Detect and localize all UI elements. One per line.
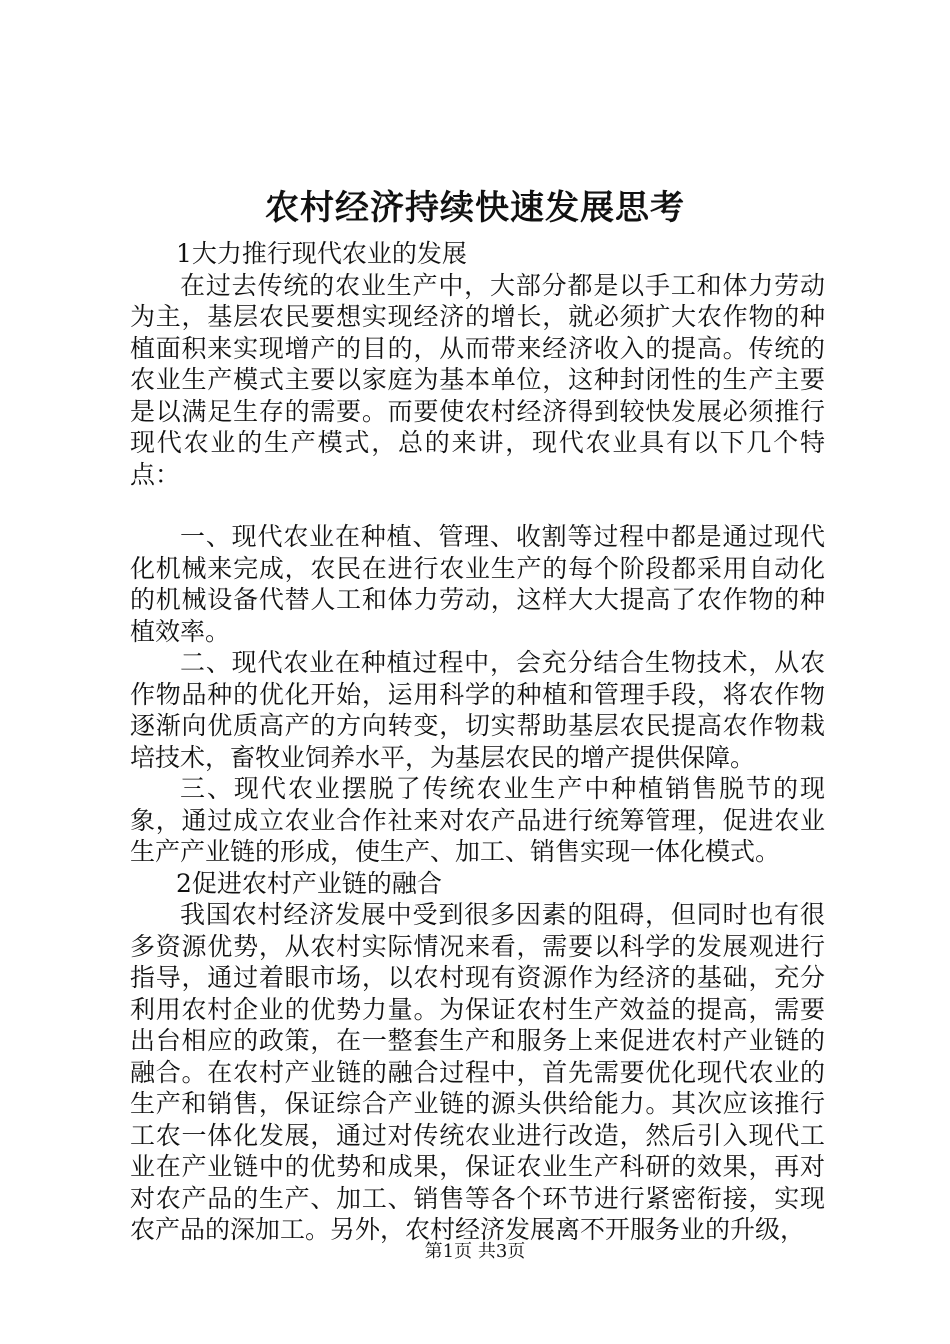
body-paragraph: 一、现代农业在种植、管理、收割等过程中都是通过现代化机械来完成，农民在进行农业生产的每个阶段都采用自动化的机械设备代替人工和体力劳动，这样大大提高了农作物的种植效率。 xyxy=(130,522,825,646)
document-title: 农村经济持续快速发展思考 xyxy=(265,188,685,228)
body-paragraph: 三、现代农业摆脱了传统农业生产中种植销售脱节的现象，通过成立农业合作社来对农产品进行统筹管理，促进农业生产产业链的形成，使生产、加工、销售实现一体化模式。 xyxy=(130,774,825,866)
page-number-footer: 第1页 共3页 xyxy=(424,1241,526,1262)
section-heading: 1大力推行现代农业的发展 xyxy=(176,239,467,268)
section-heading: 2促进农村产业链的融合 xyxy=(176,868,442,898)
body-paragraph: 在过去传统的农业生产中，大部分都是以手工和体力劳动为主，基层农民要想实现经济的增长，就必须扩大农作物的种植面积来实现增产的目的，从而带来经济收入的提高。传统的农业生产模式主要以家庭为基本单位，这种封闭性的生产主要是以满足生存的需要。而要使农村经济得到较快发展必须推行现代农业的生产模式，总的来讲，现代农业具有以下几个特点： xyxy=(130,270,825,489)
document-body xyxy=(130,238,825,1246)
body-paragraph: 我国农村经济发展中受到很多因素的阻碍，但同时也有很多资源优势，从农村实际情况来看，需要以科学的发展观进行指导，通过着眼市场，以农村现有资源作为经济的基础，充分利用农村企业的优势力量。为保证农村生产效益的提高，需要出台相应的政策，在一整套生产和服务上来促进农村产业链的融合。在农村产业链的融合过程中，首先需要优化现代农业的生产和销售，保证综合产业链的源头供给能力。其次应该推行工农一体化发展，通过对传统农业进行改造，然后引入现代工业在产业链中的优势和成果，保证农业生产科研的效果，再对对农产品的生产、加工、销售等各个环节进行紧密衔接，实现农产品的深加工。另外，农村经济发展离不开服务业的升级， xyxy=(130,900,825,1244)
body-paragraph: 二、现代农业在种植过程中，会充分结合生物技术，从农作物品种的优化开始，运用科学的种植和管理手段，将农作物逐渐向优质高产的方向转变，切实帮助基层农民提高农作物栽培技术，畜牧业饲养水平，为基层农民的增产提供保障。 xyxy=(130,648,825,772)
